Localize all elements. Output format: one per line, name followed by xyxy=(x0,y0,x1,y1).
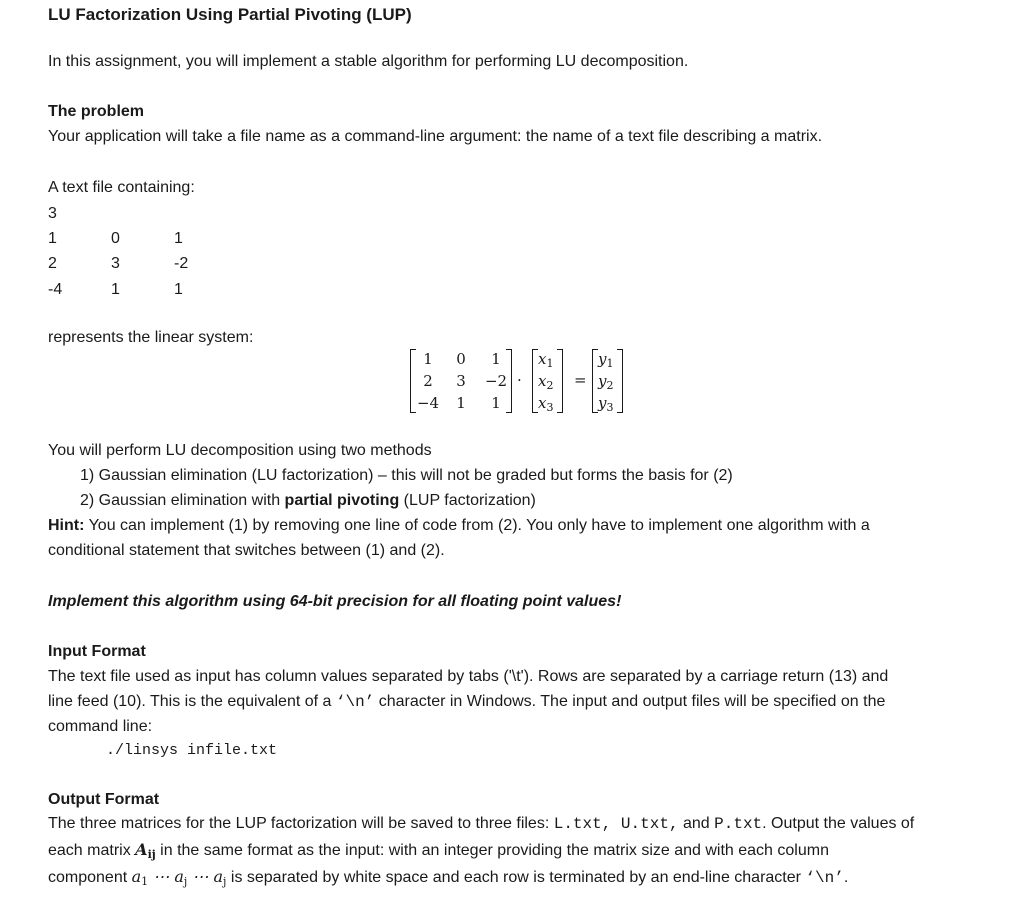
hint-line-1 xyxy=(48,517,870,535)
input-format-line-1: The text file used as input has column values separated by tabs ('\t'). Rows are separated by a carriage return (13) and xyxy=(48,668,889,685)
equals-sign: = xyxy=(574,371,587,389)
input-format-heading: Input Format xyxy=(48,643,146,660)
file-cell: -2 xyxy=(174,255,189,272)
file-cell: 1 xyxy=(111,281,120,298)
output-format-line-1 xyxy=(48,815,914,833)
method-item-2 xyxy=(80,492,536,510)
newline-code: ‘\n’ xyxy=(335,693,375,711)
x-entry: $x_2$ xyxy=(538,372,554,392)
methods-intro: You will perform LU decomposition using two methods xyxy=(48,442,432,459)
output-format-text: and xyxy=(678,815,715,832)
file-cell: 2 xyxy=(48,255,57,272)
file-cell: 3 xyxy=(111,255,120,272)
y-entry: $y_2$ xyxy=(598,372,614,392)
dot-operator: · xyxy=(517,371,522,389)
y-entry: $y_3$ xyxy=(598,394,614,414)
method-item-2-text: 2) Gaussian elimination with xyxy=(80,492,285,509)
file-cell: -4 xyxy=(48,281,63,298)
output-format-text: is separated by white space and each row is terminated by an end-line character xyxy=(226,869,806,886)
method-item-2-bold: partial pivoting xyxy=(284,492,400,509)
matrix-cell: 0 xyxy=(456,350,466,368)
file-cell: 1 xyxy=(174,281,183,298)
x-entry: $x_3$ xyxy=(538,394,554,414)
problem-text: Your application will take a file name as a command-line argument: the name of a text file describing a matrix. xyxy=(48,128,823,145)
component-symbol: $a_1$ ⋯ $a_j$ ⋯ $a_j$ xyxy=(131,867,227,888)
output-format-text: component xyxy=(48,869,132,886)
x-entry: $x_1$ xyxy=(538,350,554,370)
matrix-cell: −2 xyxy=(484,372,508,390)
p-file-code: P.txt xyxy=(714,815,763,833)
output-format-text: in the same format as the input: with an integer providing the matrix size and with each column xyxy=(155,842,829,859)
precision-emphasis: Implement this algorithm using 64-bit precision for all floating point values! xyxy=(48,593,622,610)
hint-line-2: conditional statement that switches between (1) and (2). xyxy=(48,542,445,559)
problem-heading: The problem xyxy=(48,103,145,120)
file-size: 3 xyxy=(48,205,57,222)
matrix-cell: 1 xyxy=(491,394,501,412)
output-format-heading: Output Format xyxy=(48,791,160,808)
input-format-line-3: command line: xyxy=(48,718,153,735)
matrix-cell: 1 xyxy=(456,394,466,412)
matrix-cell: 2 xyxy=(423,372,433,390)
method-item-1: 1) Gaussian elimination (LU factorization) – this will not be graded but forms the basis for (2) xyxy=(80,467,733,484)
input-format-text: character in Windows. The input and output files will be specified on the xyxy=(374,693,886,710)
file-cell: 1 xyxy=(174,230,183,247)
output-format-text: . xyxy=(843,869,849,886)
page-title: LU Factorization Using Partial Pivoting (LUP) xyxy=(48,5,412,24)
file-cell: 1 xyxy=(48,230,57,247)
output-format-text: . Output the values of xyxy=(762,815,915,832)
intro-text: In this assignment, you will implement a stable algorithm for performing LU decomposition. xyxy=(48,53,689,70)
output-format-line-2 xyxy=(48,840,829,861)
file-example-label: A text file containing: xyxy=(48,179,195,196)
input-format-line-2 xyxy=(48,693,885,711)
file-names-code: L.txt, U.txt, xyxy=(553,815,679,833)
command-example: ./linsys infile.txt xyxy=(106,742,278,759)
y-entry: $y_1$ xyxy=(598,350,614,370)
output-format-text: each matrix xyxy=(48,842,136,859)
hint-label: Hint: xyxy=(48,517,85,534)
y-right-bracket xyxy=(617,349,623,413)
represents-text: represents the linear system: xyxy=(48,329,254,346)
x-right-bracket xyxy=(557,349,563,413)
matrix-cell: 1 xyxy=(491,350,501,368)
matrix-cell: 3 xyxy=(456,372,466,390)
output-format-line-3 xyxy=(48,867,848,888)
matrix-cell: 1 xyxy=(423,350,433,368)
output-format-text: The three matrices for the LUP factorization will be saved to three files: xyxy=(48,815,554,832)
hint-text: You can implement (1) by removing one line of code from (2). You only have to implement one algorithm with a xyxy=(84,517,870,534)
input-format-text: line feed (10). This is the equivalent of a xyxy=(48,693,336,710)
matrix-cell: −4 xyxy=(416,394,440,412)
method-item-2-suffix: (LUP factorization) xyxy=(399,492,536,509)
file-cell: 0 xyxy=(111,230,120,247)
matrix-symbol: $A_{ij}$ xyxy=(135,840,156,861)
newline-code: ‘\n’ xyxy=(805,869,844,887)
